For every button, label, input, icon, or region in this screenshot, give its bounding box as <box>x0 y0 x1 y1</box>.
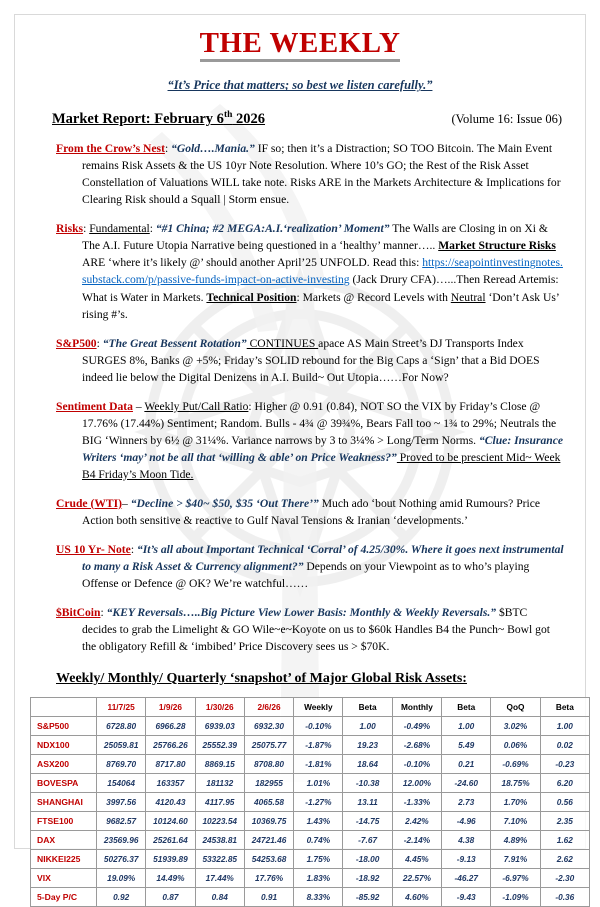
table-cell: 1.75% <box>294 850 343 869</box>
sentiment-label: Sentiment Data <box>56 399 133 413</box>
sp500-body: apace AS Main Street’s DJ Transports Index SURGES 8%, Banks @ +5%; Friday’s SOLID rebound for the Big Caps a ‘Sign’ that a Bid DOES indeed lie below the Digital Denizens in A.I. Build~ Out Utopia……For Now? <box>82 336 540 384</box>
table-cell: -18.00 <box>343 850 392 869</box>
table-row-label: S&P500 <box>31 717 97 736</box>
table-cell: 2.62 <box>540 850 589 869</box>
bitcoin-sep: : <box>100 605 107 619</box>
table-cell: 6966.28 <box>146 717 195 736</box>
table-cell: 182955 <box>244 774 293 793</box>
table-cell: 25075.77 <box>244 736 293 755</box>
table-cell: -2.30 <box>540 869 589 888</box>
table-cell: 0.06% <box>491 736 540 755</box>
table-cell: -1.27% <box>294 793 343 812</box>
table-cell: -1.81% <box>294 755 343 774</box>
crude-paragraph <box>56 495 564 529</box>
table-cell: 6939.03 <box>195 717 244 736</box>
table-header-Beta: Beta <box>540 698 589 717</box>
table-cell: 0.87 <box>146 888 195 907</box>
table-header-Beta: Beta <box>343 698 392 717</box>
table-cell: 8.33% <box>294 888 343 907</box>
table-cell: 18.64 <box>343 755 392 774</box>
risks-sep: : <box>83 222 90 236</box>
table-header-Beta: Beta <box>442 698 491 717</box>
table-row <box>31 869 590 888</box>
table-cell: 9682.57 <box>97 812 146 831</box>
table-row <box>31 755 590 774</box>
table-cell: -2.14% <box>392 831 441 850</box>
risks-body-4: : Markets @ Record Levels with <box>296 290 451 304</box>
table-cell: 10369.75 <box>244 812 293 831</box>
risks-body-3: (Jack Drury CFA)…...Then Reread Artemis: What is Water in Markets. <box>82 273 559 304</box>
table-cell: 154064 <box>97 774 146 793</box>
table-cell: 53322.85 <box>195 850 244 869</box>
table-cell: 4.89% <box>491 831 540 850</box>
table-cell: 10124.60 <box>146 812 195 831</box>
risks-quote: “#1 China; #2 MEGA:A.I.‘realization’ Moment” <box>155 222 390 236</box>
table-cell: 1.62 <box>540 831 589 850</box>
table-cell: 4.60% <box>392 888 441 907</box>
table-cell: 0.91 <box>244 888 293 907</box>
crows-nest-quote: “Gold….Mania.” <box>171 142 255 156</box>
table-header-row <box>31 698 590 717</box>
table-cell: 4065.58 <box>244 793 293 812</box>
table-cell: -4.96 <box>442 812 491 831</box>
table-cell: -9.13 <box>442 850 491 869</box>
table-cell: -85.92 <box>343 888 392 907</box>
table-cell: 24538.81 <box>195 831 244 850</box>
table-header-corner <box>31 698 97 717</box>
tagline: “It’s Price that matters; so best we listen carefully.” <box>167 78 433 93</box>
table-cell: 51939.89 <box>146 850 195 869</box>
section-crows-nest <box>30 140 570 208</box>
table-cell: 2.35 <box>540 812 589 831</box>
table-cell: 0.56 <box>540 793 589 812</box>
table-cell: 17.76% <box>244 869 293 888</box>
table-cell: -46.27 <box>442 869 491 888</box>
table-cell: -1.87% <box>294 736 343 755</box>
table-cell: 0.92 <box>97 888 146 907</box>
table-cell: 8769.70 <box>97 755 146 774</box>
table-cell: 2.42% <box>392 812 441 831</box>
table-cell: -2.68% <box>392 736 441 755</box>
sp500-paragraph <box>56 335 564 386</box>
table-cell: 50276.37 <box>97 850 146 869</box>
risk-assets-table <box>30 697 590 907</box>
table-cell: -7.67 <box>343 831 392 850</box>
risks-body-1: The Walls are Closing in on Xi & The A.I. Future Utopia Narrative being questioned in a ‘healthy’ manner….. <box>82 222 548 253</box>
crows-nest-label: From the Crow’s Nest <box>56 142 165 156</box>
table-cell: 1.83% <box>294 869 343 888</box>
report-title-ordinal: th <box>223 110 233 121</box>
table-cell: 19.23 <box>343 736 392 755</box>
sp500-sep: : <box>96 336 103 350</box>
table-cell: 0.84 <box>195 888 244 907</box>
table-cell: 1.00 <box>343 717 392 736</box>
sentiment-sub-prescient: Proved to be prescient Mid~ Week B4 Friday’s Moon Tide. <box>82 450 561 481</box>
substack-article-link[interactable]: https://seapointinvestingnotes.substack.com/p/passive-funds-impact-on-active-investing <box>82 256 563 287</box>
table-row <box>31 774 590 793</box>
table-cell: 4.38 <box>442 831 491 850</box>
table-cell: 13.11 <box>343 793 392 812</box>
table-header <box>31 698 590 717</box>
table-body <box>31 717 590 907</box>
report-title-text: Market Report: February 6 <box>52 111 224 128</box>
crude-quote: “Decline > $40~ $50, $35 ‘Out There’” <box>130 496 319 510</box>
bitcoin-body: $BTC decides to grab the Limelight & GO Wile~e~Koyote on us to $60k Handles B4 the Punch~ Bowl got the obligatory Refill & ‘imbibed’ Price Discovery sees us > $70K. <box>82 605 550 654</box>
masthead <box>30 28 570 62</box>
table-cell: 0.21 <box>442 755 491 774</box>
table-row <box>31 736 590 755</box>
report-title <box>52 110 265 128</box>
table-row-label: NDX100 <box>31 736 97 755</box>
table-row-label: SHANGHAI <box>31 793 97 812</box>
crows-nest-body: IF so; then it’s a Distraction; SO TOO Bitcoin. The Main Event remains Risk Assets & the US 10yr Note Resolution. Where 10’s GO; the Rest of the Risk Asset Constellation of Valuations WILL take note. Risks ARE in the Markets Architecture & Implications for Clearing Risk should a Squall | Storm ensue. <box>82 142 561 207</box>
sp500-sub-continues: CONTINUES <box>246 336 319 350</box>
volume-issue: (Volume 16: Issue 06) <box>451 112 562 127</box>
risks-label: Risks <box>56 222 84 236</box>
section-us-10yr-note <box>30 541 570 592</box>
table-row-label: VIX <box>31 869 97 888</box>
table-cell: 8869.15 <box>195 755 244 774</box>
crude-body: Much ado ‘bout Nothing amid Rumours? Price Action both sensitive & reactive to Gulf Naval Tensions & Iranian ‘developments.’ <box>82 496 541 527</box>
table-row <box>31 888 590 907</box>
table-cell: 0.02 <box>540 736 589 755</box>
risks-sub-market-structure: Market Structure Risks <box>438 239 556 253</box>
table-row-label: DAX <box>31 831 97 850</box>
table-header-11/7/25: 11/7/25 <box>97 698 146 717</box>
table-cell: 2.73 <box>442 793 491 812</box>
table-cell: 1.00 <box>540 717 589 736</box>
table-header-2/6/26: 2/6/26 <box>244 698 293 717</box>
table-cell: 1.43% <box>294 812 343 831</box>
table-cell: -18.92 <box>343 869 392 888</box>
sp500-quote: “The Great Bessent Rotation” <box>102 336 247 350</box>
table-row-label: BOVESPA <box>31 774 97 793</box>
table-cell: 25552.39 <box>195 736 244 755</box>
section-sp500 <box>30 335 570 386</box>
table-row-label: FTSE100 <box>31 812 97 831</box>
table-cell: 12.00% <box>392 774 441 793</box>
us10yr-sep: : <box>130 542 137 556</box>
table-cell: 0.74% <box>294 831 343 850</box>
us10yr-paragraph <box>56 541 564 592</box>
table-cell: 5.49 <box>442 736 491 755</box>
table-row <box>31 812 590 831</box>
table-row <box>31 850 590 869</box>
table-header-Monthly: Monthly <box>392 698 441 717</box>
page-title: THE WEEKLY <box>200 28 401 62</box>
section-crude-wti <box>30 495 570 529</box>
table-cell: -0.69% <box>491 755 540 774</box>
bitcoin-quote: “KEY Reversals…..Big Picture View Lower Basis: Monthly & Weekly Reversals.” <box>106 605 497 619</box>
table-cell: 163357 <box>146 774 195 793</box>
table-header-QoQ: QoQ <box>491 698 540 717</box>
table-row <box>31 831 590 850</box>
table-row-label: ASX200 <box>31 755 97 774</box>
sentiment-sub-put-call: Weekly Put/Call Ratio <box>144 399 249 413</box>
table-cell: -1.09% <box>491 888 540 907</box>
report-header <box>30 110 570 128</box>
table-cell: 1.01% <box>294 774 343 793</box>
table-cell: -10.38 <box>343 774 392 793</box>
table-cell: 1.00 <box>442 717 491 736</box>
table-cell: 3997.56 <box>97 793 146 812</box>
section-risks <box>30 220 570 322</box>
table-cell: 4120.43 <box>146 793 195 812</box>
table-cell: 19.09% <box>97 869 146 888</box>
table-cell: 181132 <box>195 774 244 793</box>
risks-sub-fundamental: Fundamental <box>89 222 150 236</box>
risks-paragraph: Risks: Fundamental: “#1 China; #2 MEGA:A.I.‘realization’ Moment” The Walls are Closing in on Xi & The A.I. Future Utopia Narrative being questioned in a ‘healthy’ manner….. Market Structure Risks ARE ‘where it’s likely @’ should another April’25 UNFOLD. Read this: https://seapointinvestingnotes.substack.com/p/passive-funds-impact-on-active-investing (Jack Drury CFA)…...Then Reread Artemis: What is Water in Markets. Technical Position: Markets @ Record Levels with Neutral ‘Don’t Ask Us’ rising #’s. <box>56 222 563 321</box>
table-cell: 14.49% <box>146 869 195 888</box>
table-row-label: NIKKEI225 <box>31 850 97 869</box>
section-bitcoin <box>30 604 570 655</box>
table-cell: 23569.96 <box>97 831 146 850</box>
us10yr-body: Depends on your Viewpoint as to who’s playing Offense or Defence @ OK? We’re watchful…… <box>82 559 530 590</box>
crows-nest-sep: : <box>164 142 172 156</box>
table-cell: -24.60 <box>442 774 491 793</box>
table-cell: 3.02% <box>491 717 540 736</box>
table-cell: 24721.46 <box>244 831 293 850</box>
bitcoin-paragraph <box>56 604 564 655</box>
table-cell: 8717.80 <box>146 755 195 774</box>
us10yr-quote: “It’s all about Important Technical ‘Corral’ of 4.25/30%. Where it goes next instrumental to many a Risk Asset & Currency alignment?” <box>82 542 564 573</box>
crude-sep: – <box>122 496 131 510</box>
sentiment-body-1: : Higher @ 0.91 (0.84), NOT SO the VIX by Friday’s Close @ 17.76% (17.44%) Sentiment; Random. Bulls - 4¾ @ 39¾%, Bears Fall too ~ 1¾ to 29%; Neutrals the BIG ‘Winners by 6½ @ 31¼%. Variance narrows by 3 to 3¼% > Long/Term Norms. <box>82 399 557 447</box>
table-cell: -0.23 <box>540 755 589 774</box>
risks-sub-neutral: Neutral <box>450 290 486 304</box>
report-title-year: 2026 <box>232 111 266 128</box>
table-header-1/9/26: 1/9/26 <box>146 698 195 717</box>
table-cell: 10223.54 <box>195 812 244 831</box>
sentiment-sep: – <box>132 399 145 413</box>
bitcoin-label: $BitCoin <box>56 605 101 619</box>
table-cell: 8708.80 <box>244 755 293 774</box>
table-cell: -0.10% <box>294 717 343 736</box>
table-cell: 25059.81 <box>97 736 146 755</box>
us10yr-label: US 10 Yr- Note <box>56 542 131 556</box>
risks-sub-technical-position: Technical Position <box>206 290 297 304</box>
table-cell: 6.20 <box>540 774 589 793</box>
table-cell: 18.75% <box>491 774 540 793</box>
table-cell: 4117.95 <box>195 793 244 812</box>
sentiment-paragraph <box>56 398 564 483</box>
table-cell: -6.97% <box>491 869 540 888</box>
table-cell: -0.36 <box>540 888 589 907</box>
snapshot-table-heading: Weekly/ Monthly/ Quarterly ‘snapshot’ of Major Global Risk Assets: <box>56 671 467 687</box>
table-cell: -14.75 <box>343 812 392 831</box>
crude-label: Crude (WTI) <box>56 496 123 510</box>
table-header-1/30/26: 1/30/26 <box>195 698 244 717</box>
table-cell: -0.49% <box>392 717 441 736</box>
table-row-label: 5-Day P/C <box>31 888 97 907</box>
table-cell: 4.45% <box>392 850 441 869</box>
table-cell: -1.33% <box>392 793 441 812</box>
table-cell: -9.43 <box>442 888 491 907</box>
table-cell: 54253.68 <box>244 850 293 869</box>
sp500-label: S&P500 <box>56 336 97 350</box>
table-cell: 22.57% <box>392 869 441 888</box>
table-cell: 7.10% <box>491 812 540 831</box>
table-header-Weekly: Weekly <box>294 698 343 717</box>
table-cell: 1.70% <box>491 793 540 812</box>
crows-nest-paragraph <box>56 140 564 208</box>
table-cell: 6932.30 <box>244 717 293 736</box>
table-cell: 17.44% <box>195 869 244 888</box>
risks-body-2: ARE ‘where it’s likely @’ should another April’25 UNFOLD. Read this: <box>82 256 423 270</box>
table-cell: 25261.64 <box>146 831 195 850</box>
section-sentiment-data <box>30 398 570 483</box>
risks-body-5: ‘Don’t Ask Us’ rising #’s. <box>82 290 559 321</box>
table-cell: 25766.26 <box>146 736 195 755</box>
table-row <box>31 717 590 736</box>
table-cell: 6728.80 <box>97 717 146 736</box>
table-cell: 7.91% <box>491 850 540 869</box>
sentiment-quote: “Clue: Insurance Writers ‘may’ not be all that ‘willing & able’ on Price Weakness?” <box>82 433 564 464</box>
table-cell: -0.10% <box>392 755 441 774</box>
table-row <box>31 793 590 812</box>
